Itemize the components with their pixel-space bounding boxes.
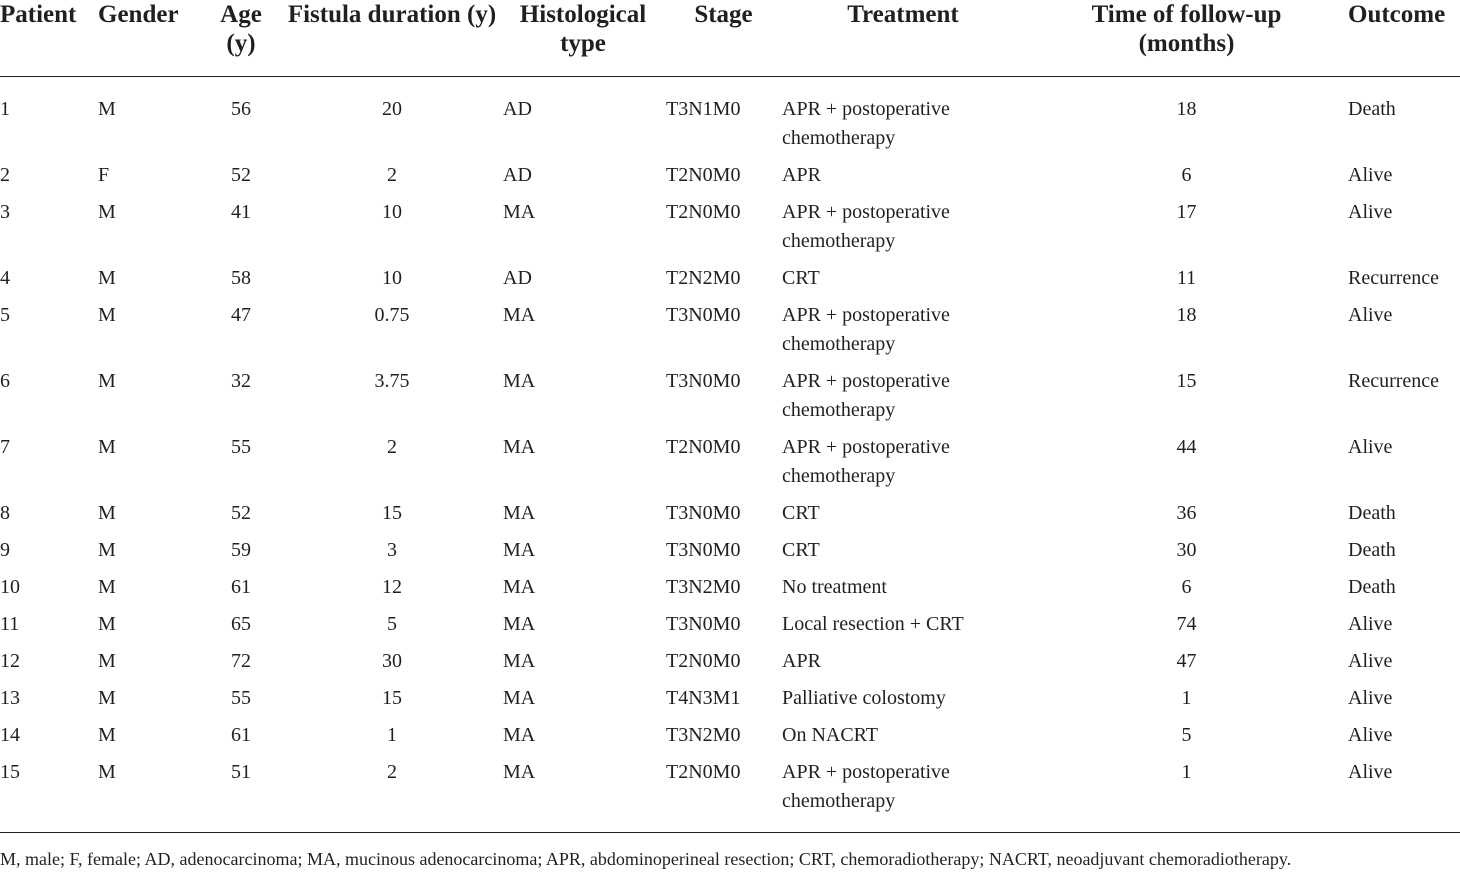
cell-treatment: Local resection + CRT — [782, 613, 964, 635]
cell-outcome: Death — [1348, 502, 1396, 524]
cell-follow-up: 11 — [1176, 267, 1197, 289]
cell-stage: T2N0M0 — [666, 164, 741, 186]
cell-patient: 9 — [0, 539, 10, 561]
cell-age: 55 — [231, 436, 251, 458]
cell-stage: T3N2M0 — [666, 576, 741, 598]
cell-patient: 8 — [0, 502, 10, 524]
cell-fistula-duration: 2 — [387, 164, 397, 186]
cell-age: 59 — [231, 539, 251, 561]
table-header-row — [0, 0, 1460, 77]
table-row — [0, 721, 1460, 758]
cell-fistula-duration: 15 — [382, 687, 402, 709]
cell-patient: 15 — [0, 758, 98, 833]
cell-gender: M — [98, 267, 116, 289]
table-row — [0, 610, 1460, 647]
cell-fistula-duration: 3.75 — [374, 370, 410, 392]
cell-age: 65 — [231, 613, 251, 635]
cell-age: 72 — [231, 650, 251, 672]
cell-gender: M — [98, 201, 116, 223]
cell-patient: 7 — [0, 436, 10, 458]
cell-histological-type: MA — [503, 502, 536, 524]
cell-outcome: Alive — [1348, 164, 1393, 186]
cell-histological-type: MA — [503, 687, 536, 709]
cell-age: 32 — [231, 370, 251, 392]
cell-treatment: APR + postoperative chemotherapy — [782, 201, 950, 252]
cell-treatment: APR + postoperative chemotherapy — [782, 98, 950, 149]
cell-outcome: Recurrence — [1348, 370, 1440, 392]
cell-gender: M — [98, 613, 116, 635]
cell-treatment: CRT — [782, 267, 820, 289]
cell-stage: T2N0M0 — [666, 436, 741, 458]
cell-follow-up: 17 — [1176, 201, 1197, 223]
table-row — [0, 301, 1460, 367]
cell-outcome: Alive — [1348, 724, 1393, 746]
cell-follow-up: 6 — [1181, 164, 1192, 186]
cell-outcome: Alive — [1348, 650, 1393, 672]
cell-histological-type: MA — [503, 370, 536, 392]
cell-treatment: APR + postoperative chemotherapy — [781, 758, 1025, 833]
cell-stage: T3N2M0 — [666, 724, 741, 746]
cell-gender: M — [98, 650, 116, 672]
col-header-fistula-duration: Fistula duration (y) — [284, 0, 500, 77]
cell-fistula-duration: 20 — [382, 98, 402, 120]
cell-fistula-duration: 5 — [387, 613, 397, 635]
cell-stage: T3N0M0 — [666, 502, 741, 524]
cell-histological-type: MA — [503, 613, 536, 635]
cell-follow-up: 1 — [1025, 758, 1348, 833]
cell-histological-type: MA — [503, 724, 536, 746]
cell-fistula-duration: 2 — [284, 758, 500, 833]
cell-follow-up: 74 — [1176, 613, 1197, 635]
cell-fistula-duration: 15 — [382, 502, 402, 524]
cell-outcome: Death — [1348, 576, 1396, 598]
table-row — [0, 536, 1460, 573]
cell-fistula-duration: 2 — [387, 436, 397, 458]
cell-treatment: Palliative colostomy — [782, 687, 946, 709]
cell-stage: T2N0M0 — [666, 758, 781, 833]
cell-age: 41 — [231, 201, 251, 223]
cell-histological-type: MA — [503, 539, 536, 561]
table-row — [0, 499, 1460, 536]
cell-outcome: Alive — [1348, 687, 1393, 709]
table-row — [0, 433, 1460, 499]
col-header-follow-up: Time of follow-up (months) — [1025, 0, 1348, 77]
cell-patient: 6 — [0, 370, 10, 392]
cell-gender: M — [98, 687, 116, 709]
cell-patient: 4 — [0, 267, 10, 289]
cell-age: 58 — [231, 267, 251, 289]
cell-gender: M — [98, 436, 116, 458]
cell-age: 52 — [231, 164, 251, 186]
cell-fistula-duration: 10 — [382, 267, 402, 289]
cell-stage: T3N1M0 — [666, 98, 741, 120]
cell-patient: 3 — [0, 201, 10, 223]
table-row — [0, 161, 1460, 198]
cell-histological-type: AD — [503, 98, 532, 120]
cell-follow-up: 5 — [1181, 724, 1192, 746]
cell-outcome: Alive — [1348, 436, 1393, 458]
cell-treatment: On NACRT — [782, 724, 879, 746]
cell-outcome: Alive — [1348, 613, 1393, 635]
col-header-gender: Gender — [98, 0, 198, 77]
cell-age: 56 — [231, 98, 251, 120]
cell-outcome: Death — [1348, 539, 1396, 561]
cell-treatment: APR — [782, 650, 821, 672]
col-header-histological-type: Histological type — [500, 0, 666, 77]
cell-gender: M — [98, 370, 116, 392]
cell-gender: M — [98, 539, 116, 561]
table-footnote: M, male; F, female; AD, adenocarcinoma; MA, mucinous adenocarcinoma; APR, abdominoperineal resection; CRT, chemoradiotherapy; NACRT, neoadjuvant chemoradiotherapy. — [0, 849, 1292, 869]
cell-patient: 10 — [0, 576, 20, 598]
cell-follow-up: 18 — [1176, 98, 1197, 120]
cell-stage: T3N0M0 — [666, 304, 741, 326]
cell-age: 55 — [231, 687, 251, 709]
cell-fistula-duration: 3 — [387, 539, 397, 561]
col-header-age: Age (y) — [198, 0, 284, 77]
col-header-stage: Stage — [666, 0, 781, 77]
cell-gender: M — [98, 758, 198, 833]
cell-follow-up: 18 — [1176, 304, 1197, 326]
cell-histological-type: MA — [503, 576, 536, 598]
cell-stage: T2N0M0 — [666, 201, 741, 223]
cell-treatment: APR + postoperative chemotherapy — [782, 304, 950, 355]
cell-treatment: CRT — [782, 539, 820, 561]
cell-treatment: APR + postoperative chemotherapy — [782, 436, 950, 487]
cell-fistula-duration: 10 — [382, 201, 402, 223]
cell-gender: M — [98, 98, 116, 120]
cell-patient: 14 — [0, 724, 20, 746]
cell-fistula-duration: 1 — [387, 724, 397, 746]
table-body — [0, 77, 1460, 833]
cell-fistula-duration: 30 — [382, 650, 402, 672]
cell-outcome: Alive — [1348, 304, 1393, 326]
cell-gender: M — [98, 304, 116, 326]
cell-patient: 2 — [0, 164, 10, 186]
cell-treatment: APR + postoperative chemotherapy — [782, 370, 950, 421]
cell-follow-up: 47 — [1176, 650, 1197, 672]
cell-age: 47 — [231, 304, 251, 326]
cell-stage: T2N0M0 — [666, 650, 741, 672]
cell-patient: 11 — [0, 613, 20, 635]
cell-gender: M — [98, 576, 116, 598]
table-row — [0, 647, 1460, 684]
cell-stage: T2N2M0 — [666, 267, 741, 289]
cell-gender: F — [98, 164, 110, 186]
cell-patient: 13 — [0, 687, 20, 709]
cell-histological-type: MA — [503, 650, 536, 672]
cell-stage: T3N0M0 — [666, 539, 741, 561]
cell-follow-up: 1 — [1181, 687, 1192, 709]
cell-histological-type: MA — [500, 758, 666, 833]
cell-age: 52 — [231, 502, 251, 524]
cell-histological-type: AD — [503, 267, 532, 289]
cell-stage: T3N0M0 — [666, 370, 741, 392]
cell-age: 51 — [198, 758, 284, 833]
cell-histological-type: AD — [503, 164, 532, 186]
cell-histological-type: MA — [503, 201, 536, 223]
cell-gender: M — [98, 724, 116, 746]
table-row — [0, 77, 1460, 162]
table-row — [0, 198, 1460, 264]
cell-outcome: Alive — [1348, 758, 1460, 833]
table-row — [0, 684, 1460, 721]
table-row — [0, 264, 1460, 301]
cell-patient: 12 — [0, 650, 20, 672]
cell-outcome: Alive — [1348, 201, 1393, 223]
table-row — [0, 573, 1460, 610]
col-header-outcome: Outcome — [1348, 0, 1460, 77]
table-row — [0, 367, 1460, 433]
cell-follow-up: 15 — [1176, 370, 1197, 392]
cell-follow-up: 44 — [1176, 436, 1197, 458]
cell-follow-up: 30 — [1176, 539, 1197, 561]
cell-gender: M — [98, 502, 116, 524]
cell-outcome: Recurrence — [1348, 267, 1440, 289]
cell-follow-up: 6 — [1181, 576, 1192, 598]
cell-age: 61 — [231, 576, 251, 598]
cell-follow-up: 36 — [1176, 502, 1197, 524]
cell-treatment: No treatment — [782, 576, 887, 598]
cell-fistula-duration: 12 — [382, 576, 402, 598]
cell-stage: T3N0M0 — [666, 613, 741, 635]
cell-fistula-duration: 0.75 — [374, 304, 410, 326]
cell-treatment: APR — [782, 164, 821, 186]
cell-histological-type: MA — [503, 436, 536, 458]
table-row — [0, 758, 1460, 833]
cell-stage: T4N3M1 — [666, 687, 741, 709]
cell-age: 61 — [231, 724, 251, 746]
cell-patient: 5 — [0, 304, 10, 326]
cell-outcome: Death — [1348, 98, 1396, 120]
cell-treatment: CRT — [782, 502, 820, 524]
col-header-patient: Patient — [0, 0, 98, 77]
cell-histological-type: MA — [503, 304, 536, 326]
cell-patient: 1 — [0, 98, 10, 120]
col-header-treatment: Treatment — [781, 0, 1025, 77]
